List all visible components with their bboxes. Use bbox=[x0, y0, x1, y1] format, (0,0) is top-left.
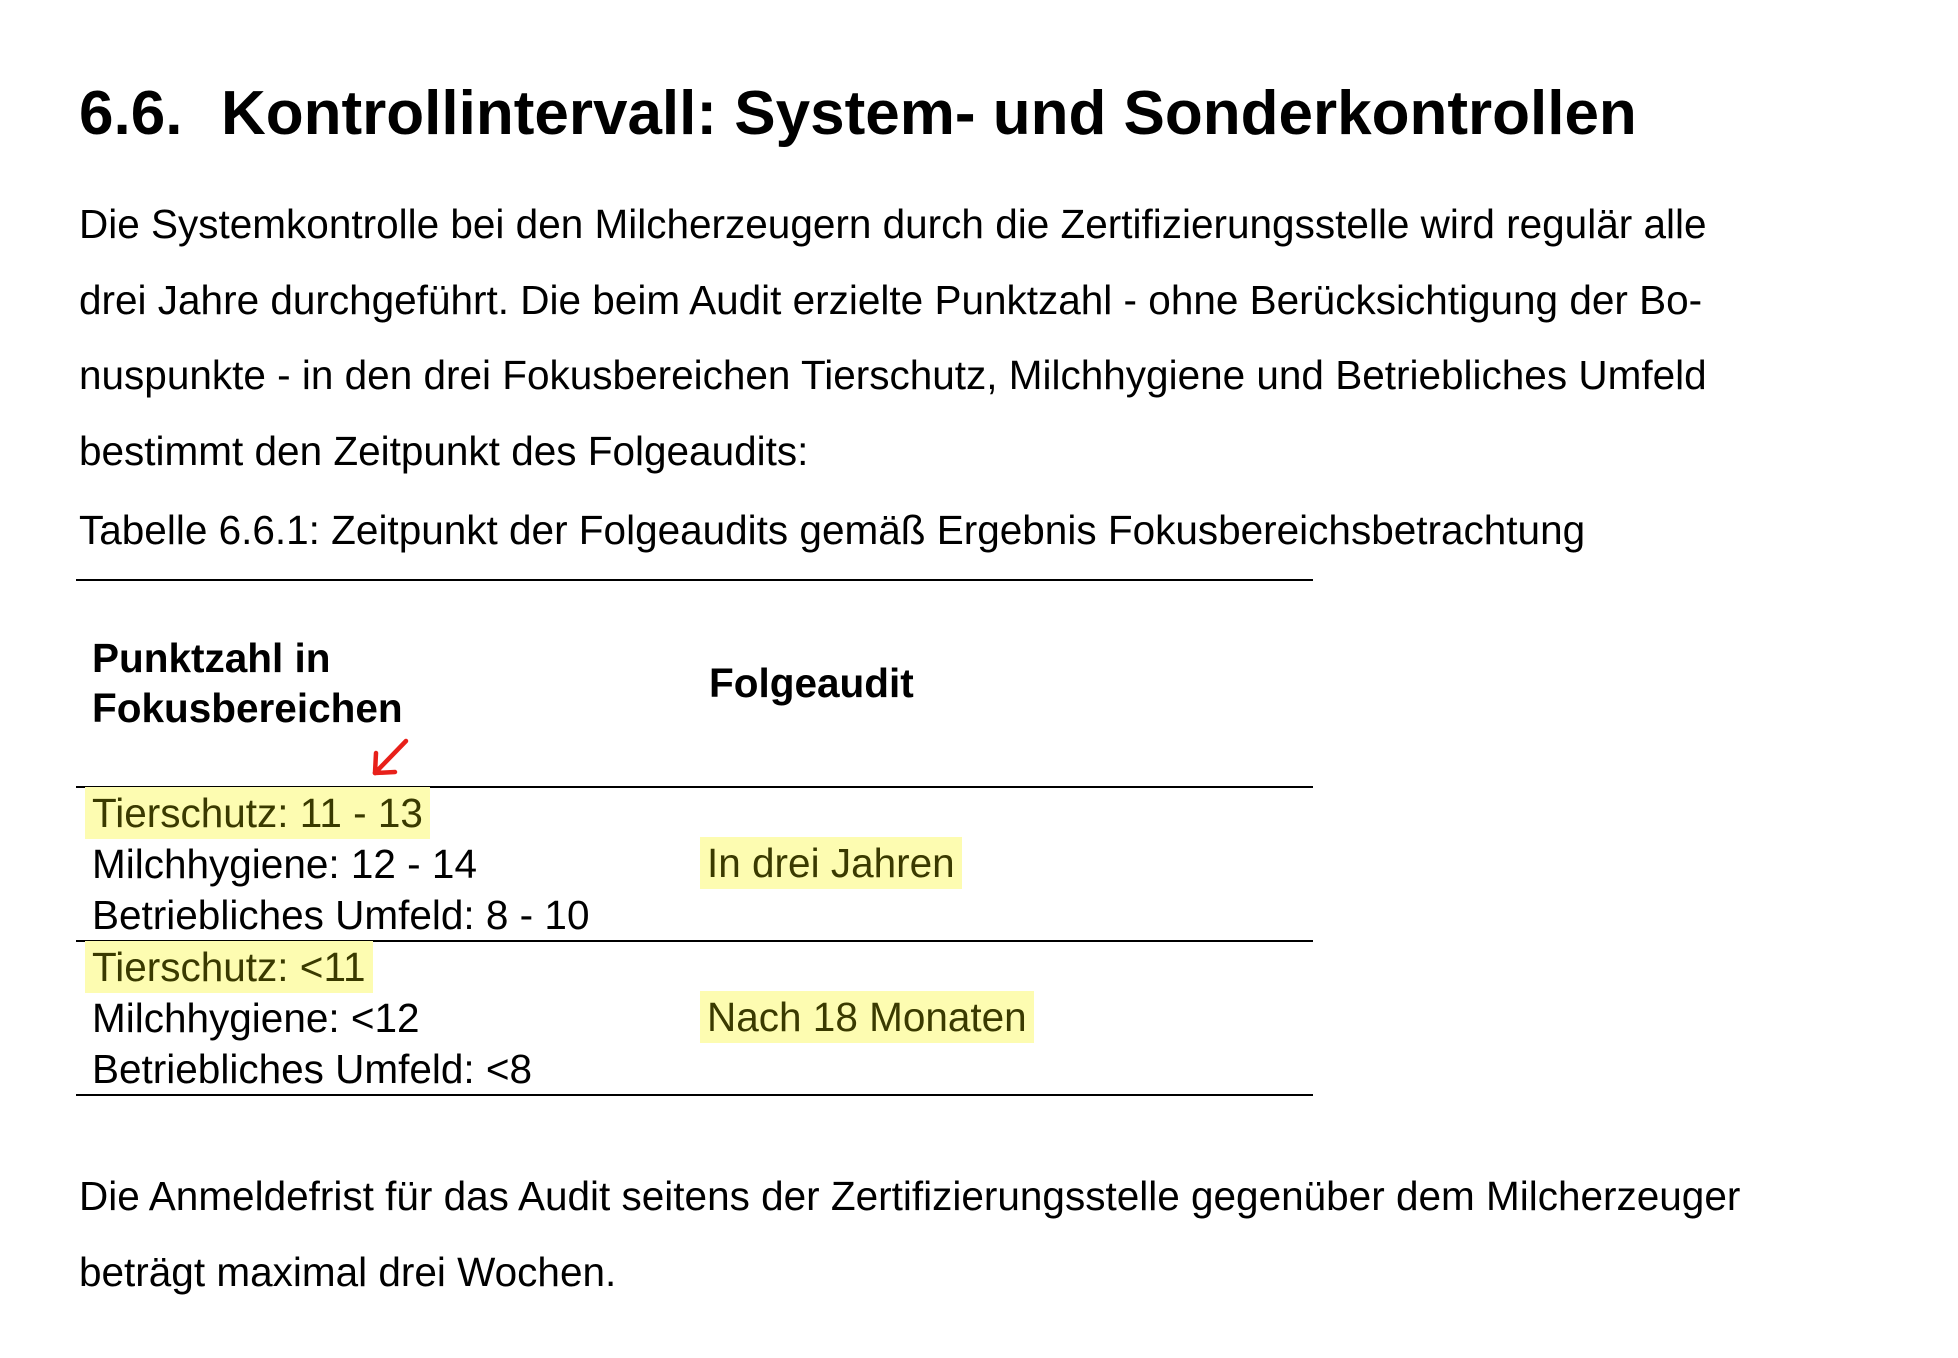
highlighted-score: Tierschutz: 11 - 13 bbox=[85, 787, 430, 839]
table-row-1-audit bbox=[707, 837, 962, 889]
table-header-score bbox=[92, 633, 403, 733]
table-bottom-rule bbox=[76, 1094, 1313, 1096]
table-row-2-audit bbox=[707, 991, 1034, 1043]
paragraph-line: drei Jahre durchgeführt. Die beim Audit erzielte Punktzahl - ohne Berücksichtigung der Bo- bbox=[79, 276, 1703, 323]
table-row-2-scores bbox=[92, 941, 532, 1094]
section-title: Kontrollintervall: System- und Sonderkontrollen bbox=[221, 79, 1637, 148]
paragraph-line: Die Systemkontrolle bei den Milcherzeugern durch die Zertifizierungsstelle wird regulär alle bbox=[79, 201, 1707, 247]
score-line bbox=[92, 941, 532, 993]
score-line: Betriebliches Umfeld: <8 bbox=[92, 1045, 533, 1092]
score-line: Milchhygiene: <12 bbox=[92, 995, 420, 1041]
header-line: Punktzahl in bbox=[92, 635, 331, 681]
closing-paragraph bbox=[79, 1159, 1939, 1310]
paragraph-line: nuspunkte - in den drei Fokusbereichen Tierschutz, Milchhygiene und Betriebliches Umfeld bbox=[79, 352, 1707, 398]
section-heading bbox=[79, 74, 1637, 154]
highlighted-audit: Nach 18 Monaten bbox=[700, 991, 1034, 1043]
score-line: Milchhygiene: 12 - 14 bbox=[92, 841, 477, 887]
intro-paragraph bbox=[79, 187, 1939, 489]
table-top-rule bbox=[76, 579, 1313, 581]
paragraph-line: beträgt maximal drei Wochen. bbox=[79, 1248, 617, 1295]
paragraph-line: bestimmt den Zeitpunkt des Folgeaudits: bbox=[79, 427, 809, 474]
paragraph-line: Die Anmeldefrist für das Audit seitens der Zertifizierungsstelle gegenüber dem Milcherzeuger bbox=[79, 1173, 1741, 1219]
table-row-1-scores bbox=[92, 787, 589, 940]
header-line: Fokusbereichen bbox=[92, 685, 403, 731]
section-number: 6.6. bbox=[79, 79, 183, 148]
table-caption: Tabelle 6.6.1: Zeitpunkt der Folgeaudits gemäß Ergebnis Fokusbereichsbetrachtung bbox=[79, 507, 1586, 553]
red-arrow-down-left-icon bbox=[366, 736, 412, 782]
highlighted-audit: In drei Jahren bbox=[700, 837, 962, 889]
highlighted-score: Tierschutz: <11 bbox=[85, 941, 373, 993]
score-line bbox=[92, 787, 589, 839]
table-header-audit: Folgeaudit bbox=[709, 660, 914, 706]
score-line: Betriebliches Umfeld: 8 - 10 bbox=[92, 891, 590, 938]
